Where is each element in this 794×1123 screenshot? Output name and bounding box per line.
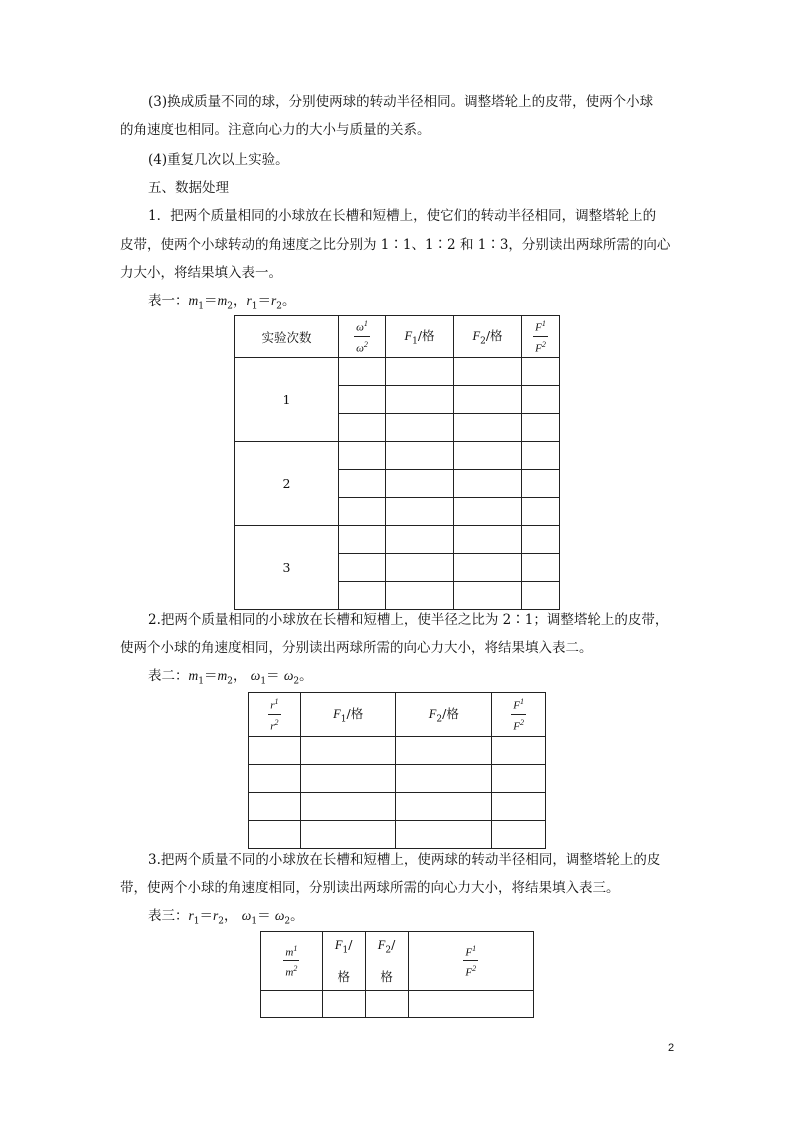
header-radius-ratio: $\frac{r^1}{r^2}$ bbox=[249, 693, 301, 737]
header-force-ratio: $\frac{F^1}{F^2}$ bbox=[522, 316, 560, 358]
trial-label: 2 bbox=[235, 442, 339, 526]
header-f2: $F_2/$ 格 bbox=[365, 932, 408, 991]
item-2-line-1: 2.把两个质量相同的小球放在长槽和短槽上，使半径之比为 2∶1；调整塔轮上的皮带， bbox=[148, 612, 669, 628]
item-1-line-2: 皮带，使两个小球转动的角速度之比分别为 1∶1、1∶2 和 1∶3，分别读出两球所需的向心 bbox=[120, 237, 671, 253]
trial-label: 1 bbox=[235, 358, 339, 442]
table-3 bbox=[260, 931, 534, 1018]
item-2-line-2: 使两个小球的角速度相同，分别读出两球所需的向心力大小，将结果填入表二。 bbox=[120, 640, 593, 656]
item-3-line-1: 3.把两个质量不同的小球放在长槽和短槽上，使两球的转动半径相同，调整塔轮上的皮 bbox=[148, 852, 661, 868]
item-1-line-3: 力大小，将结果填入表一。 bbox=[120, 265, 282, 281]
table-2 bbox=[248, 692, 546, 849]
header-f2: $F_2/$格 bbox=[454, 316, 522, 358]
header-mass-ratio: $\frac{m^1}{m^2}$ bbox=[261, 932, 323, 991]
item-3-line-2: 带，使两个小球的角速度相同，分别读出两球所需的向心力大小，将结果填入表三。 bbox=[120, 880, 620, 896]
step-3-line-2: 的角速度也相同。注意向心力的大小与质量的关系。 bbox=[120, 122, 431, 138]
header-trial-count: 实验次数 bbox=[235, 316, 339, 358]
header-f1: $F_1/$ 格 bbox=[322, 932, 365, 991]
page-number: 2 bbox=[668, 1042, 675, 1054]
header-f2: $F_2/$格 bbox=[396, 693, 492, 737]
table-1 bbox=[234, 315, 560, 610]
header-f1: $F_1/$格 bbox=[386, 316, 454, 358]
header-force-ratio: $\frac{F^1}{F^2}$ bbox=[408, 932, 533, 991]
table-3-caption: 表三：$r_1=r_2$， $\omega_1= \omega_2$。 bbox=[148, 908, 304, 927]
step-4: (4)重复几次以上实验。 bbox=[148, 152, 289, 168]
section-heading-data-processing: 五、数据处理 bbox=[148, 180, 229, 196]
header-f1: $F_1/$格 bbox=[300, 693, 396, 737]
table-1-caption: 表一：$m_1=m_2$，$r_1=r_2$。 bbox=[148, 293, 296, 312]
header-force-ratio: $\frac{F^1}{F^2}$ bbox=[492, 693, 546, 737]
table-2-caption: 表二：$m_1=m_2$， $\omega_1= \omega_2$。 bbox=[148, 668, 313, 687]
step-3-line-1: (3)换成质量不同的球，分别使两球的转动半径相同。调整塔轮上的皮带，使两个小球 bbox=[148, 94, 654, 110]
trial-label: 3 bbox=[235, 526, 339, 610]
header-omega-ratio: $\frac{\omega^1}{\omega^2}$ bbox=[339, 316, 386, 358]
item-1-line-1: 1．把两个质量相同的小球放在长槽和短槽上，使它们的转动半径相同，调整塔轮上的 bbox=[148, 208, 657, 224]
